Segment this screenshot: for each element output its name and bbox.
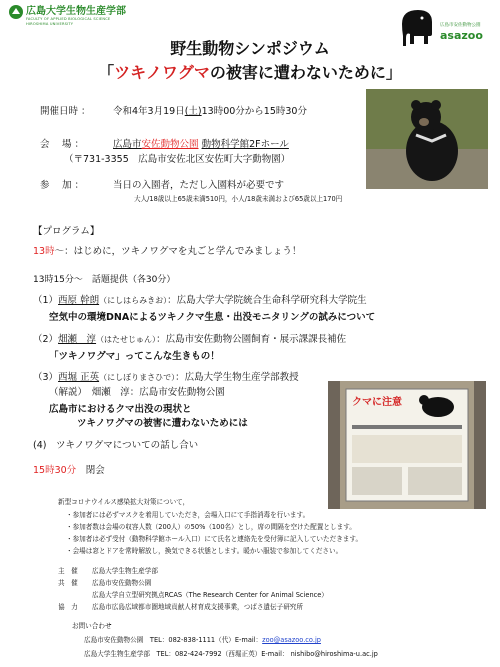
date-value: [113, 103, 307, 117]
program-heading: 【プログラム】: [33, 226, 100, 237]
contact-univ-line: 広島大学生物生産学部 TEL：082-424-7992（西堀正英）E-mail： nishibo@hiroshima-u.ac.jp: [84, 650, 378, 658]
cosponsor-value-2: 広島大学自立型研究拠点RCAS（The Research Center for Animal Science）: [92, 591, 328, 599]
date-label: 開催日時 ：: [40, 106, 91, 117]
talk1-aff: ：広島大学大学院統合生命科学研究科大学院生: [167, 295, 367, 306]
closing-time: 15時30分: [33, 465, 77, 476]
date-value-prefix: 令和4年3月19日: [113, 106, 185, 117]
subtitle-open-bracket: 「: [98, 63, 115, 82]
talk1-title: 空気中の環境DNAによるツキノクマ生息・出没モニタリングの試みについて: [49, 312, 376, 323]
talk2-aff: ：広島市安佐動物公園飼育・展示課課長補佐: [156, 334, 347, 345]
date-value-day: (土): [184, 106, 202, 117]
covid-item-1: ・参加者には必ずマスクを着用していただき，会場入口にて手指消毒を行います。: [66, 511, 310, 519]
contact-zoo-email-link[interactable]: zoo@asazoo.co.jp: [262, 636, 321, 644]
page-subtitle: [0, 60, 500, 83]
support-value: 広島市広島広域都市圏地域貢献人材育成支援事業，つばさ遺伝子研究所: [92, 603, 303, 611]
fee-note: 大人/18歳以上65歳未満510円，小人/18歳未満および65歳以上170円: [134, 195, 343, 203]
cosponsor-value-1: 広島市安佐動物公園: [92, 579, 152, 587]
contact-zoo-text: 広島市安佐動物公園 TEL：082-838-1111（代）E-mail：: [84, 636, 263, 644]
venue-address: （〒731-3355 広島市安佐北区安佐町大字動物園）: [64, 154, 291, 165]
contact-heading: お問い合わせ: [72, 622, 112, 630]
talk3-kana: （にしぼりまさひで）: [99, 373, 176, 382]
organizer-value: 広島大学生物生産学部: [92, 567, 158, 575]
covid-item-4: ・会場は窓とドアを常時解放し，換気できる状態とします。暖かい服装で参加してください。: [66, 547, 343, 555]
university-name-en: FACULTY OF APPLIED BIOLOGICAL SCIENCE: [26, 17, 111, 21]
talk2-name: 畑瀬 淳: [58, 334, 97, 345]
talk3-comment: （解説） 畑瀬 淳：広島市安佐動物公園: [49, 387, 225, 398]
topic-time: 13時15分～ 話題提供（各30分）: [33, 275, 176, 285]
venue-hall: 動物科学館2Fホール: [201, 139, 289, 150]
talk1-kana: （にしはらみきお）: [99, 296, 168, 305]
subtitle-highlight: ツキノワグマ: [114, 63, 210, 82]
university-logo: [8, 4, 24, 24]
black-bear-icon: [366, 89, 488, 189]
venue-org-a: 広島市: [113, 139, 142, 150]
talk3-title2: ツキノワグマの被害に遭わないためには: [77, 418, 248, 429]
organizer-label: 主 催: [58, 567, 78, 575]
venue-org-b: 安佐動物公園: [141, 139, 199, 150]
talk1-header: [33, 292, 367, 306]
cosponsor-label: 共 催: [58, 579, 78, 587]
talk2-number: （2）: [33, 334, 59, 345]
covid-heading: 新型コロナウイルス感染拡大対策について，: [58, 498, 190, 506]
talk3-number: （3）: [33, 372, 59, 383]
university-emblem-icon: [8, 4, 24, 20]
opening-time: 13時: [33, 246, 55, 257]
talk2-kana: （はたせじゅん）: [96, 335, 157, 344]
bear-photo: [366, 89, 488, 189]
talk3-name: 西堀 正英: [58, 372, 100, 383]
sign-title: クマに注意: [352, 397, 402, 408]
talk1-number: （1）: [33, 295, 59, 306]
page-title: 野生動物シンポジウム: [170, 39, 330, 58]
zoo-logo-small: 広島市安佐動物公園: [440, 23, 481, 28]
talk2-header: [33, 331, 346, 345]
contact-zoo-line: [84, 634, 321, 644]
opening-line: [33, 243, 301, 257]
talk3-title1: 広島市におけるクマ出没の現状と: [49, 404, 192, 415]
university-name: 広島大学生物生産学部: [26, 6, 126, 17]
support-label: 協 力: [58, 603, 78, 611]
talk3-header: [33, 369, 299, 383]
bear-warning-sign-photo: [328, 381, 486, 509]
opening-text: ～：はじめに，ツキノワグマを丸ごと学んでみましょう！: [54, 246, 302, 257]
talk1-name: 西原 幹朗: [58, 295, 100, 306]
venue-label: 会 場 ：: [40, 139, 85, 150]
talk3-aff: ：広島大学生物生産学部教授: [175, 372, 299, 383]
zoo-logo-text: asazoo: [440, 29, 483, 42]
date-value-time: 13時00分から15時30分: [201, 106, 307, 117]
subtitle-rest: の被害に遭わないために」: [209, 63, 402, 82]
university-name-en-sub: HIROSHIMA UNIVERSITY: [26, 22, 74, 26]
covid-item-2: ・参加者数は会場の収容人数（200人）の50%（100名）とし，席の間隔を空けた配置とします。: [66, 523, 356, 531]
closing-line: [33, 462, 105, 476]
join-label: 参 加 ：: [40, 180, 85, 191]
talk2-title: 「ツキノワグマ」ってこんな生きもの！: [49, 351, 220, 362]
closing-text: 閉会: [76, 465, 105, 476]
covid-item-3: ・参加者は必ず受付（動物科学館ホール入口）にて氏名と連絡先を受付簿に記入していただきます。: [66, 535, 363, 543]
talk4: (4) ツキノワグマについての話し合い: [33, 440, 199, 451]
venue-value: [113, 136, 289, 150]
join-value: 当日の入園者，ただし入園料が必要です: [113, 180, 285, 191]
